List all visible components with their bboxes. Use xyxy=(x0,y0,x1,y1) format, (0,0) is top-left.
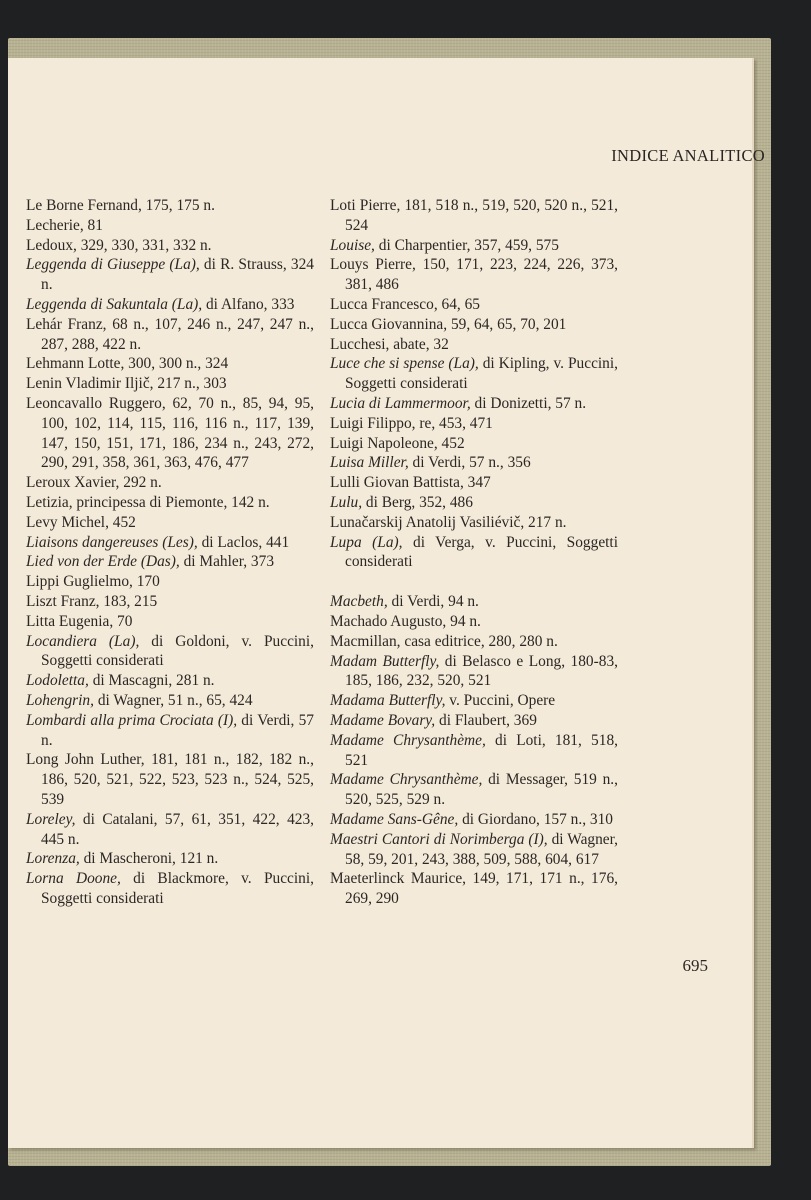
index-entry xyxy=(330,236,618,256)
entry-text: Levy Michel, 452 xyxy=(26,513,136,531)
index-entry xyxy=(330,414,618,434)
entry-text: di Laclos, 441 xyxy=(197,533,290,551)
entry-text: di Belasco e Long, 180-83, 185, 186, 232, 520, 521 xyxy=(345,652,618,690)
index-entry xyxy=(26,533,314,553)
index-entry xyxy=(330,711,618,731)
work-title: Locandiera (La), xyxy=(26,632,140,650)
work-title: Madame Chrysanthème, xyxy=(330,731,486,749)
work-title: Lodoletta, xyxy=(26,672,89,690)
entry-text: Liszt Franz, 183, 215 xyxy=(26,592,158,610)
entry-text: Lehmann Lotte, 300, 300 n., 324 xyxy=(26,355,229,373)
entry-text: di Blackmore, v. Puccini, Soggetti considerati xyxy=(41,870,314,907)
entry-text: v. Puccini, Opere xyxy=(445,692,556,710)
index-entry xyxy=(330,453,618,473)
work-title: Liaisons dangereuses (Les), xyxy=(26,533,198,551)
index-entry xyxy=(330,335,618,355)
index-entry xyxy=(330,691,618,711)
index-entry xyxy=(330,315,618,335)
entry-text: di Giordano, 157 n., 310 xyxy=(458,810,613,828)
index-entry xyxy=(330,533,618,573)
entry-text: Litta Eugenia, 70 xyxy=(26,612,133,630)
index-entry xyxy=(26,552,314,572)
work-title: Lucia di Lammermoor, xyxy=(330,394,471,412)
entry-text: di Wagner, 51 n., 65, 424 xyxy=(93,691,253,709)
entry-text: di Catalani, 57, 61, 351, 422, 423, 445 n. xyxy=(41,810,314,848)
index-entry xyxy=(330,493,618,513)
index-entry xyxy=(26,354,314,374)
index-entry xyxy=(330,255,618,295)
work-title: Lorenza, xyxy=(26,850,80,868)
index-entry xyxy=(330,473,618,493)
entry-text: Leroux Xavier, 292 n. xyxy=(26,474,162,492)
index-entry xyxy=(26,216,314,236)
entry-text: Louys Pierre, 150, 171, 223, 224, 226, 373, 381, 486 xyxy=(330,256,618,294)
entry-text: di Wagner, 58, 59, 201, 243, 388, 509, 588, 604, 617 xyxy=(345,830,618,868)
entry-text: Lehár Franz, 68 n., 107, 246 n., 247, 247 n., 287, 288, 422 n. xyxy=(26,315,314,353)
index-entry xyxy=(26,374,314,394)
entry-text: di Verdi, 94 n. xyxy=(387,593,479,611)
entry-text: Macmillan, casa editrice, 280, 280 n. xyxy=(330,632,558,650)
entry-text: Lucchesi, abate, 32 xyxy=(330,335,449,353)
index-entry xyxy=(330,632,618,652)
work-title: Lulu, xyxy=(330,493,363,511)
work-title: Maestri Cantori di Norimberga (I), xyxy=(330,830,548,848)
index-entry xyxy=(26,196,314,216)
entry-text: di Donizetti, 57 n. xyxy=(470,394,587,412)
index-entry xyxy=(26,236,314,256)
entry-text: Ledoux, 329, 330, 331, 332 n. xyxy=(26,236,212,254)
entry-text: Lucca Francesco, 64, 65 xyxy=(330,295,480,313)
index-entry xyxy=(26,691,314,711)
index-entry xyxy=(330,354,618,394)
index-entry xyxy=(26,849,314,869)
work-title: Loreley, xyxy=(26,810,76,828)
index-entry xyxy=(26,632,314,672)
entry-text: Lunačarskij Anatolij Vasiliévič, 217 n. xyxy=(330,513,567,531)
work-title: Madam Butterfly, xyxy=(330,652,440,670)
work-title: Lombardi alla prima Crociata (I), xyxy=(26,711,238,729)
letter-section-gap xyxy=(330,572,618,592)
index-entry xyxy=(26,513,314,533)
work-title: Luisa Miller, xyxy=(330,454,409,472)
entry-text: di Verga, v. Puccini, Soggetti considerati xyxy=(345,533,618,571)
entry-text: Lenin Vladimir Iljič, 217 n., 303 xyxy=(26,375,227,393)
index-entry xyxy=(330,810,618,830)
work-title: Lied von der Erde (Das), xyxy=(26,553,180,571)
index-entry xyxy=(330,731,618,771)
index-entry xyxy=(26,572,314,592)
index-entry xyxy=(26,255,314,295)
entry-text: di Kipling, v. Puccini, Soggetti considerati xyxy=(345,355,618,393)
work-title: Lupa (La), xyxy=(330,533,403,551)
entry-text: Letizia, principessa di Piemonte, 142 n. xyxy=(26,493,270,511)
work-title: Madame Sans-Gêne, xyxy=(330,810,459,828)
work-title: Madame Bovary, xyxy=(330,711,436,729)
index-entry xyxy=(330,434,618,454)
work-title: Lohengrin, xyxy=(26,691,94,709)
entry-text: Machado Augusto, 94 n. xyxy=(330,612,481,630)
entry-text: Maeterlinck Maurice, 149, 171, 171 n., 176, 269, 290 xyxy=(330,870,618,908)
entry-text: Loti Pierre, 181, 518 n., 519, 520, 520 n., 521, 524 xyxy=(330,197,618,234)
work-title: Macbeth, xyxy=(330,593,388,611)
index-entry xyxy=(330,830,618,870)
index-entry xyxy=(26,473,314,493)
index-column-right xyxy=(330,196,618,909)
index-entry xyxy=(330,513,618,533)
work-title: Madama Butterfly, xyxy=(330,692,446,710)
index-entry xyxy=(26,711,314,751)
index-entry xyxy=(26,810,314,850)
work-title: Lorna Doone, xyxy=(26,870,121,888)
index-entry xyxy=(330,394,618,414)
work-title: Madame Chrysanthème, xyxy=(330,771,483,789)
index-entry xyxy=(330,612,618,632)
entry-text: Le Borne Fernand, 175, 175 n. xyxy=(26,197,215,214)
page-number: 695 xyxy=(682,956,708,975)
index-entry xyxy=(26,750,314,809)
index-entry xyxy=(330,770,618,810)
entry-text: di Alfano, 333 xyxy=(202,295,295,313)
work-title: Luce che si spense (La), xyxy=(330,355,479,373)
entry-text: Lulli Giovan Battista, 347 xyxy=(330,474,491,492)
entry-text: Leoncavallo Ruggero, 62, 70 n., 85, 94, 95, 100, 102, 114, 115, 116, 116 n., 117, 139, 147, 150, 151, 171, 186, 234 n., 243, 272, 290, 291, 358, 361, 363, 476, 477 xyxy=(26,394,314,472)
entry-text: Luigi Napoleone, 452 xyxy=(330,434,465,452)
index-entry xyxy=(26,493,314,513)
index-entry xyxy=(26,295,314,315)
index-entry xyxy=(26,612,314,632)
entry-text: Long John Luther, 181, 181 n., 182, 182 n., 186, 520, 521, 522, 523, 523 n., 524, 525, 539 xyxy=(26,751,314,808)
entry-text: di Berg, 352, 486 xyxy=(362,493,473,511)
index-entry xyxy=(330,295,618,315)
entry-text: di Mascheroni, 121 n. xyxy=(79,850,219,868)
index-entry xyxy=(26,315,314,355)
index-entry xyxy=(26,869,314,909)
entry-text: Lucca Giovannina, 59, 64, 65, 70, 201 xyxy=(330,315,567,333)
work-title: Leggenda di Sakuntala (La), xyxy=(26,295,203,313)
index-entry xyxy=(330,592,618,612)
entry-text: di Mahler, 373 xyxy=(179,553,275,571)
index-entry xyxy=(26,394,314,473)
entry-text: di Mascagni, 281 n. xyxy=(88,672,215,690)
entry-text: di Messager, 519 n., 520, 525, 529 n. xyxy=(345,771,618,809)
entry-text: di Loti, 181, 518, 521 xyxy=(345,731,618,769)
entry-text: Lippi Guglielmo, 170 xyxy=(26,573,160,591)
entry-text: di Charpentier, 357, 459, 575 xyxy=(374,236,559,254)
entry-text: di R. Strauss, 324 n. xyxy=(41,256,314,294)
entry-text: di Goldoni, v. Puccini, Soggetti considerati xyxy=(41,632,314,670)
index-entry xyxy=(26,592,314,612)
entry-text: di Flaubert, 369 xyxy=(435,711,537,729)
entry-text: di Verdi, 57 n., 356 xyxy=(408,454,531,472)
running-header: INDICE ANALITICO xyxy=(611,146,765,165)
entry-text: Luigi Filippo, re, 453, 471 xyxy=(330,414,493,432)
index-entry xyxy=(330,869,618,909)
index-column-left xyxy=(26,196,314,909)
index-entry xyxy=(330,196,618,236)
index-entry xyxy=(26,671,314,691)
entry-text: Lecherie, 81 xyxy=(26,216,103,234)
work-title: Leggenda di Giuseppe (La), xyxy=(26,256,200,274)
entry-text: di Verdi, 57 n. xyxy=(41,711,314,749)
work-title: Louise, xyxy=(330,236,375,254)
index-entry xyxy=(330,652,618,692)
